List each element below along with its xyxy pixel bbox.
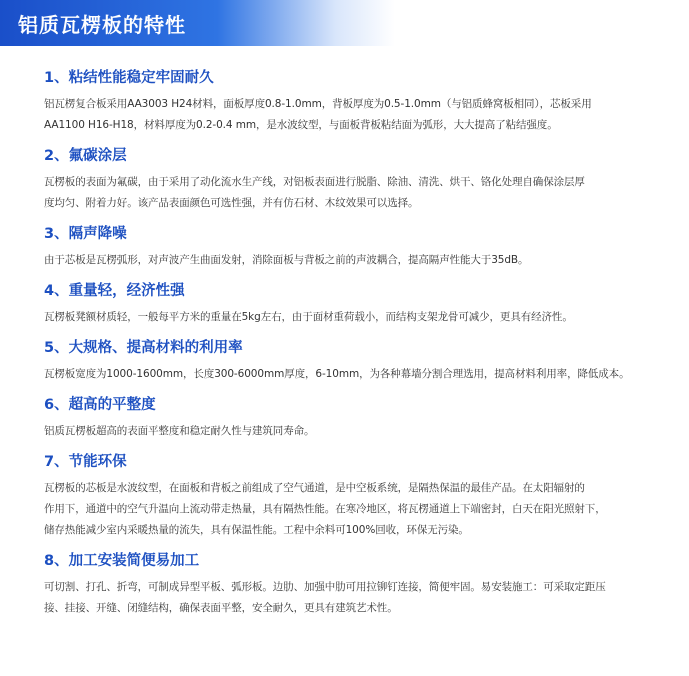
- description-line: 由于芯板是瓦楞弧形，对声波产生曲面发射，消除面板与背板之前的声波耦合，提高隔声性能大于35dB。: [44, 254, 529, 266]
- page-title: 铝质瓦楞板的特性: [18, 13, 186, 37]
- description-line: 储存热能减少室内采暖热量的流失，具有保温性能。工程中余料可100%回收，环保无污染。: [44, 524, 469, 536]
- feature-description: [44, 307, 664, 328]
- feature-title: 2、氟碳涂层: [44, 148, 127, 164]
- description-line: 作用下，通道中的空气升温向上流动带走热量，具有隔热性能。在寒冷地区，将瓦楞通道上下端密封，白天在阳光照射下，: [44, 503, 606, 515]
- features-list: [44, 68, 664, 629]
- description-line: 瓦楞板宽度为1000-1600mm，长度300-6000mm厚度，6-10mm，为各种幕墙分割合理选用，提高材料利用率，降低成本。: [44, 368, 630, 380]
- feature-section-1: [44, 68, 664, 136]
- feature-title: 4、重量轻，经济性强: [44, 283, 185, 299]
- feature-section-2: [44, 146, 664, 214]
- description-line: 接、挂接、开缝、闭缝结构，确保表面平整，安全耐久，更具有建筑艺术性。: [44, 602, 398, 614]
- feature-description: [44, 478, 664, 541]
- description-line: AA1100 H16-H18，材料厚度为0.2-0.4 mm，是水波纹型，与面板背板粘结面为弧形，大大提高了粘结强度。: [44, 119, 558, 131]
- feature-title: 3、隔声降噪: [44, 226, 127, 242]
- feature-title: 7、节能环保: [44, 454, 127, 470]
- feature-section-4: [44, 281, 664, 328]
- description-line: 瓦楞板的表面为氟碳，由于采用了动化流水生产线，对铝板表面进行脱脂、除油、清洗、烘干、铬化处理自确保涂层厚: [44, 176, 585, 188]
- feature-section-8: [44, 551, 664, 619]
- feature-title: 8、加工安装简便易加工: [44, 553, 200, 569]
- feature-section-5: [44, 338, 664, 385]
- feature-description: [44, 364, 664, 385]
- feature-title: 6、超高的平整度: [44, 397, 156, 413]
- description-line: 瓦楞板的芯板是水波纹型，在面板和背板之前组成了空气通道，是中空板系统，是隔热保温的最佳产品。在太阳辐射的: [44, 482, 585, 494]
- feature-description: [44, 172, 664, 214]
- feature-section-7: [44, 452, 664, 541]
- feature-description: [44, 250, 664, 271]
- description-line: 瓦楞板凳额材质轻，一般每平方米的重量在5kg左右，由于面材重荷载小，而结构支架龙骨可减少，更具有经济性。: [44, 311, 573, 323]
- feature-description: [44, 421, 664, 442]
- feature-section-3: [44, 224, 664, 271]
- description-line: 铝瓦楞复合板采用AA3003 H24材料，面板厚度0.8-1.0mm，背板厚度为0.5-1.0mm（与铝质蜂窝板相同），芯板采用: [44, 98, 592, 110]
- feature-description: [44, 577, 664, 619]
- description-line: 度均匀、附着力好。该产品表面颜色可选性强，并有仿石材、木纹效果可以选择。: [44, 197, 419, 209]
- description-line: 铝质瓦楞板超高的表面平整度和稳定耐久性与建筑同寿命。: [44, 425, 315, 437]
- feature-section-6: [44, 395, 664, 442]
- feature-title: 1、粘结性能稳定牢固耐久: [44, 70, 214, 86]
- header-banner: [0, 0, 395, 46]
- feature-description: [44, 94, 664, 136]
- feature-title: 5、大规格、提高材料的利用率: [44, 340, 243, 356]
- description-line: 可切割、打孔、折弯，可制成异型平板、弧形板。边肋、加强中肋可用拉铆钉连接，简便牢固。易安装施工：可采取定距压: [44, 581, 606, 593]
